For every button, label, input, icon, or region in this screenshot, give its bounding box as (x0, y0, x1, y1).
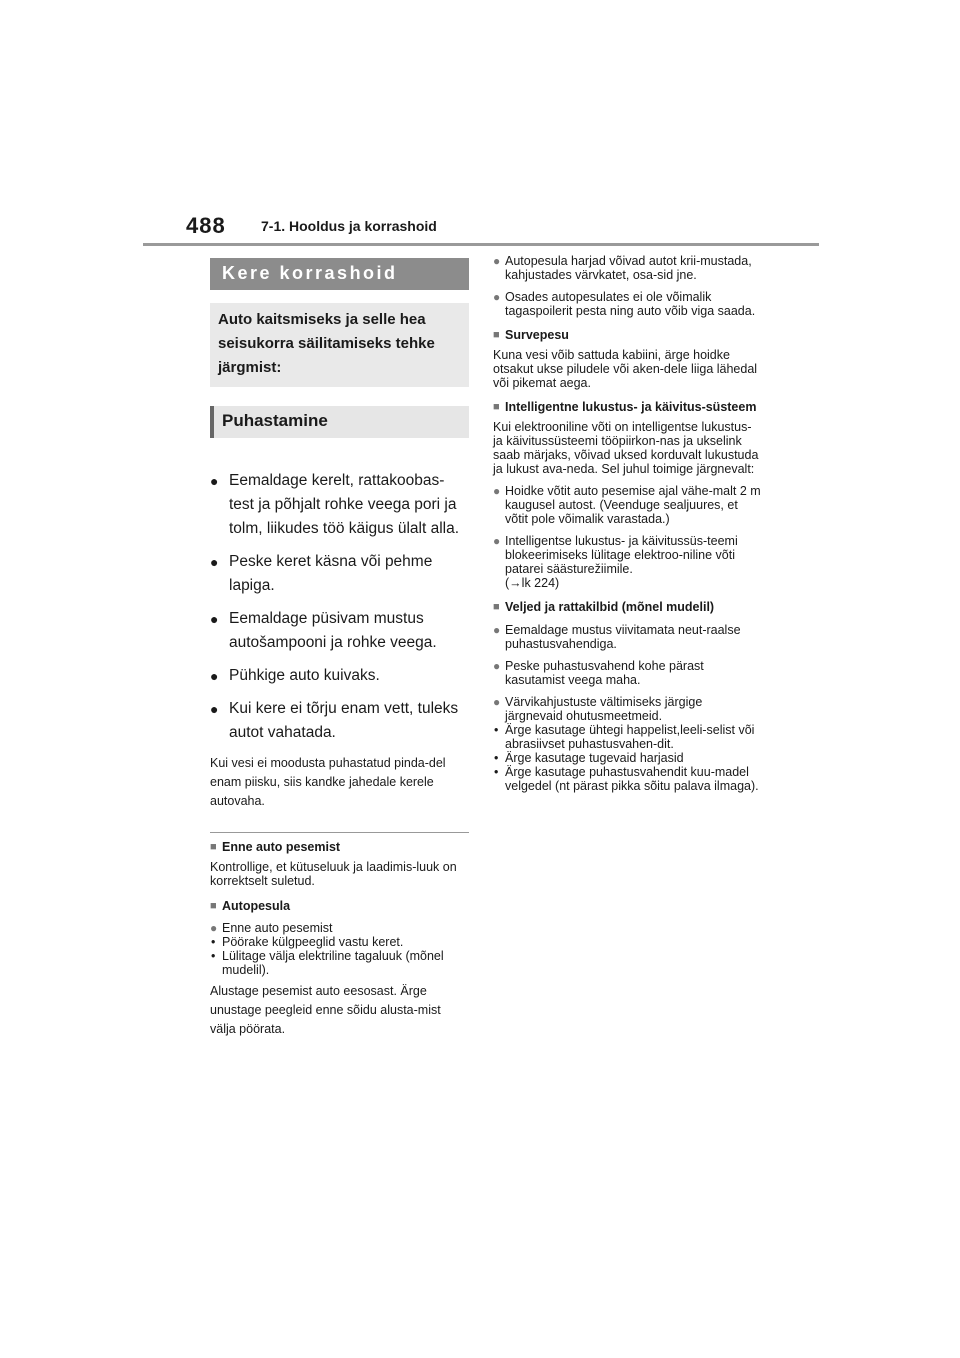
subsection-header: Puhastamine (210, 406, 469, 438)
circle-item-text: Autopesula harjad võivad autot krii-mustada, kahjustades värvkatet, osa-sid jne. (505, 254, 752, 282)
dash-item (210, 949, 469, 977)
circle-bullet-icon: ● (493, 623, 501, 637)
dash-item-text: Pöörake külgpeeglid vastu keret. (222, 935, 404, 949)
wax-note: Kui vesi ei moodusta puhastatud pinda-del enam piisku, siis kandke jahedale kerele autovaha. (210, 756, 446, 808)
dot-bullet-icon: • (211, 949, 216, 963)
heading-intelligentne (493, 400, 763, 415)
dot-bullet-icon: • (494, 723, 499, 737)
dot-bullet-icon: • (211, 935, 216, 949)
circle-item (493, 534, 763, 576)
heading-enne (210, 840, 469, 855)
circle-item (493, 623, 763, 651)
dash-item-text: Lülitage välja elektriline tagaluuk (mõnel mudelil). (222, 949, 444, 977)
heading-text: Veljed ja rattakilbid (mõnel mudelil) (505, 600, 715, 614)
circle-bullet-icon: ● (493, 290, 501, 304)
heading-survepesu (493, 328, 763, 343)
circle-item-text: Peske puhastusvahend kohe pärast kasutamist veega maha. (505, 659, 704, 687)
intro-box (210, 303, 469, 387)
circle-item-text: Enne auto pesemist (222, 921, 333, 935)
circle-bullet-icon: ● (493, 484, 501, 498)
dot-bullet-icon: • (494, 765, 499, 779)
circle-item-text: Eemaldage mustus viivitamata neut-raalse puhastusvahendiga. (505, 623, 741, 651)
circle-bullet-icon: ● (493, 534, 501, 548)
heading-text: Autopesula (222, 899, 291, 913)
list-item-text: Pühkige auto kuivaks. (229, 667, 380, 684)
dash-item (493, 765, 763, 793)
header-rule (143, 243, 819, 246)
dash-item-text: Ärge kasutage puhastusvahendit kuu-madel velgedel (nt pärast pikka sõitu palava ilmaga). (505, 765, 759, 793)
paragraph: Kontrollige, et kütuseluuk ja laadimis-luuk on korrektselt suletud. (210, 860, 457, 888)
circle-item-text: Intelligentse lukustus- ja käivitussüs-teemi blokeerimiseks lülitage elektroo-niline võti patarei säästurežiimile. (505, 534, 738, 576)
bullet-icon: ● (210, 611, 219, 627)
dash-item (493, 723, 763, 751)
circle-item (493, 290, 763, 318)
list-item-text: Peske keret käsna või pehme lapiga. (229, 553, 433, 594)
heading-veljed (493, 600, 763, 615)
list-item-text: Eemaldage kerelt, rattakoobas-test ja põhjalt rohke veega pori ja tolm, liikudes töö käigus ülalt alla. (229, 472, 460, 537)
paragraph: Alustage pesemist auto eesosast. Ärge unustage peegleid enne sõidu alusta-mist välja pöörata. (210, 984, 441, 1036)
circle-bullet-icon: ● (493, 659, 501, 673)
paragraph: Kui elektrooniline võti on intelligentse lukustus- ja käivitussüsteemi tööpiirkon-nas ja ukselink saab märjaks, võivad uksed korduvalt lukustuda ja lukust ava-neda. Sel juhul toimige järgnevalt: (493, 420, 759, 476)
list-item-text: Eemaldage püsivam mustus autošampooni ja rohke veega. (229, 610, 437, 651)
list-item (210, 469, 469, 541)
bullet-icon: ● (210, 668, 219, 684)
dash-item (493, 751, 763, 765)
heading-text: Survepesu (505, 328, 569, 342)
circle-bullet-icon: ● (493, 254, 501, 268)
dash-item (210, 935, 469, 949)
right-column (493, 254, 763, 793)
list-item (210, 664, 469, 688)
list-item (210, 550, 469, 598)
page-number: 488 (186, 213, 226, 238)
circle-item (493, 254, 763, 282)
square-bullet-icon: ■ (493, 601, 500, 613)
bullet-icon: ● (210, 473, 219, 489)
circle-item-text: Osades autopesulates ei ole võimalik tagaspoilerit pesta ning auto võib viga saada. (505, 290, 756, 318)
heading-text: Enne auto pesemist (222, 840, 341, 854)
intro-text: Auto kaitsmiseks ja selle hea seisukorra säilitamiseks tehke järgmist: (218, 311, 435, 376)
circle-item-text: Hoidke võtit auto pesemise ajal vähe-malt 2 m kaugusel autost. (Veenduge sealjuures, et võtit pole võimalik varastada.) (505, 484, 761, 526)
circle-item (210, 921, 469, 935)
bullet-icon: ● (210, 554, 219, 570)
bullet-icon: ● (210, 701, 219, 717)
circle-item (493, 695, 763, 723)
circle-item-text: Värvikahjustuste vältimiseks järgige järgnevaid ohutusmeetmeid. (505, 695, 703, 723)
square-bullet-icon: ■ (493, 329, 500, 341)
list-item-text: Kui kere ei tõrju enam vett, tuleks autot vahatada. (229, 700, 459, 741)
heading-autopesula (210, 899, 469, 914)
circle-item (493, 484, 763, 526)
divider (210, 832, 469, 833)
heading-text: Intelligentne lukustus- ja käivitus-süsteem (505, 400, 757, 414)
page-reference: (→lk 224) (505, 576, 560, 590)
circle-bullet-icon: ● (210, 921, 218, 935)
list-item (210, 697, 469, 745)
dash-item-text: Ärge kasutage ühtegi happelist,leeli-selist või abrasiivset puhastusvahen-dit. (505, 723, 755, 751)
square-bullet-icon: ■ (210, 900, 217, 912)
square-bullet-icon: ■ (493, 401, 500, 413)
paragraph: Kuna vesi võib sattuda kabiini, ärge hoidke otsakut ukse piludele või aken-dele liiga lähedal või pikemat aega. (493, 348, 758, 390)
list-item (210, 607, 469, 655)
cleaning-steps-list (210, 469, 469, 745)
circle-item (493, 659, 763, 687)
section-path: 7-1. Hooldus ja korrashoid (261, 218, 437, 234)
circle-bullet-icon: ● (493, 695, 501, 709)
section-title: Kere korrashoid (210, 258, 469, 290)
left-column (210, 258, 469, 1039)
dot-bullet-icon: • (494, 751, 499, 765)
square-bullet-icon: ■ (210, 841, 217, 853)
dash-item-text: Ärge kasutage tugevaid harjasid (505, 751, 684, 765)
